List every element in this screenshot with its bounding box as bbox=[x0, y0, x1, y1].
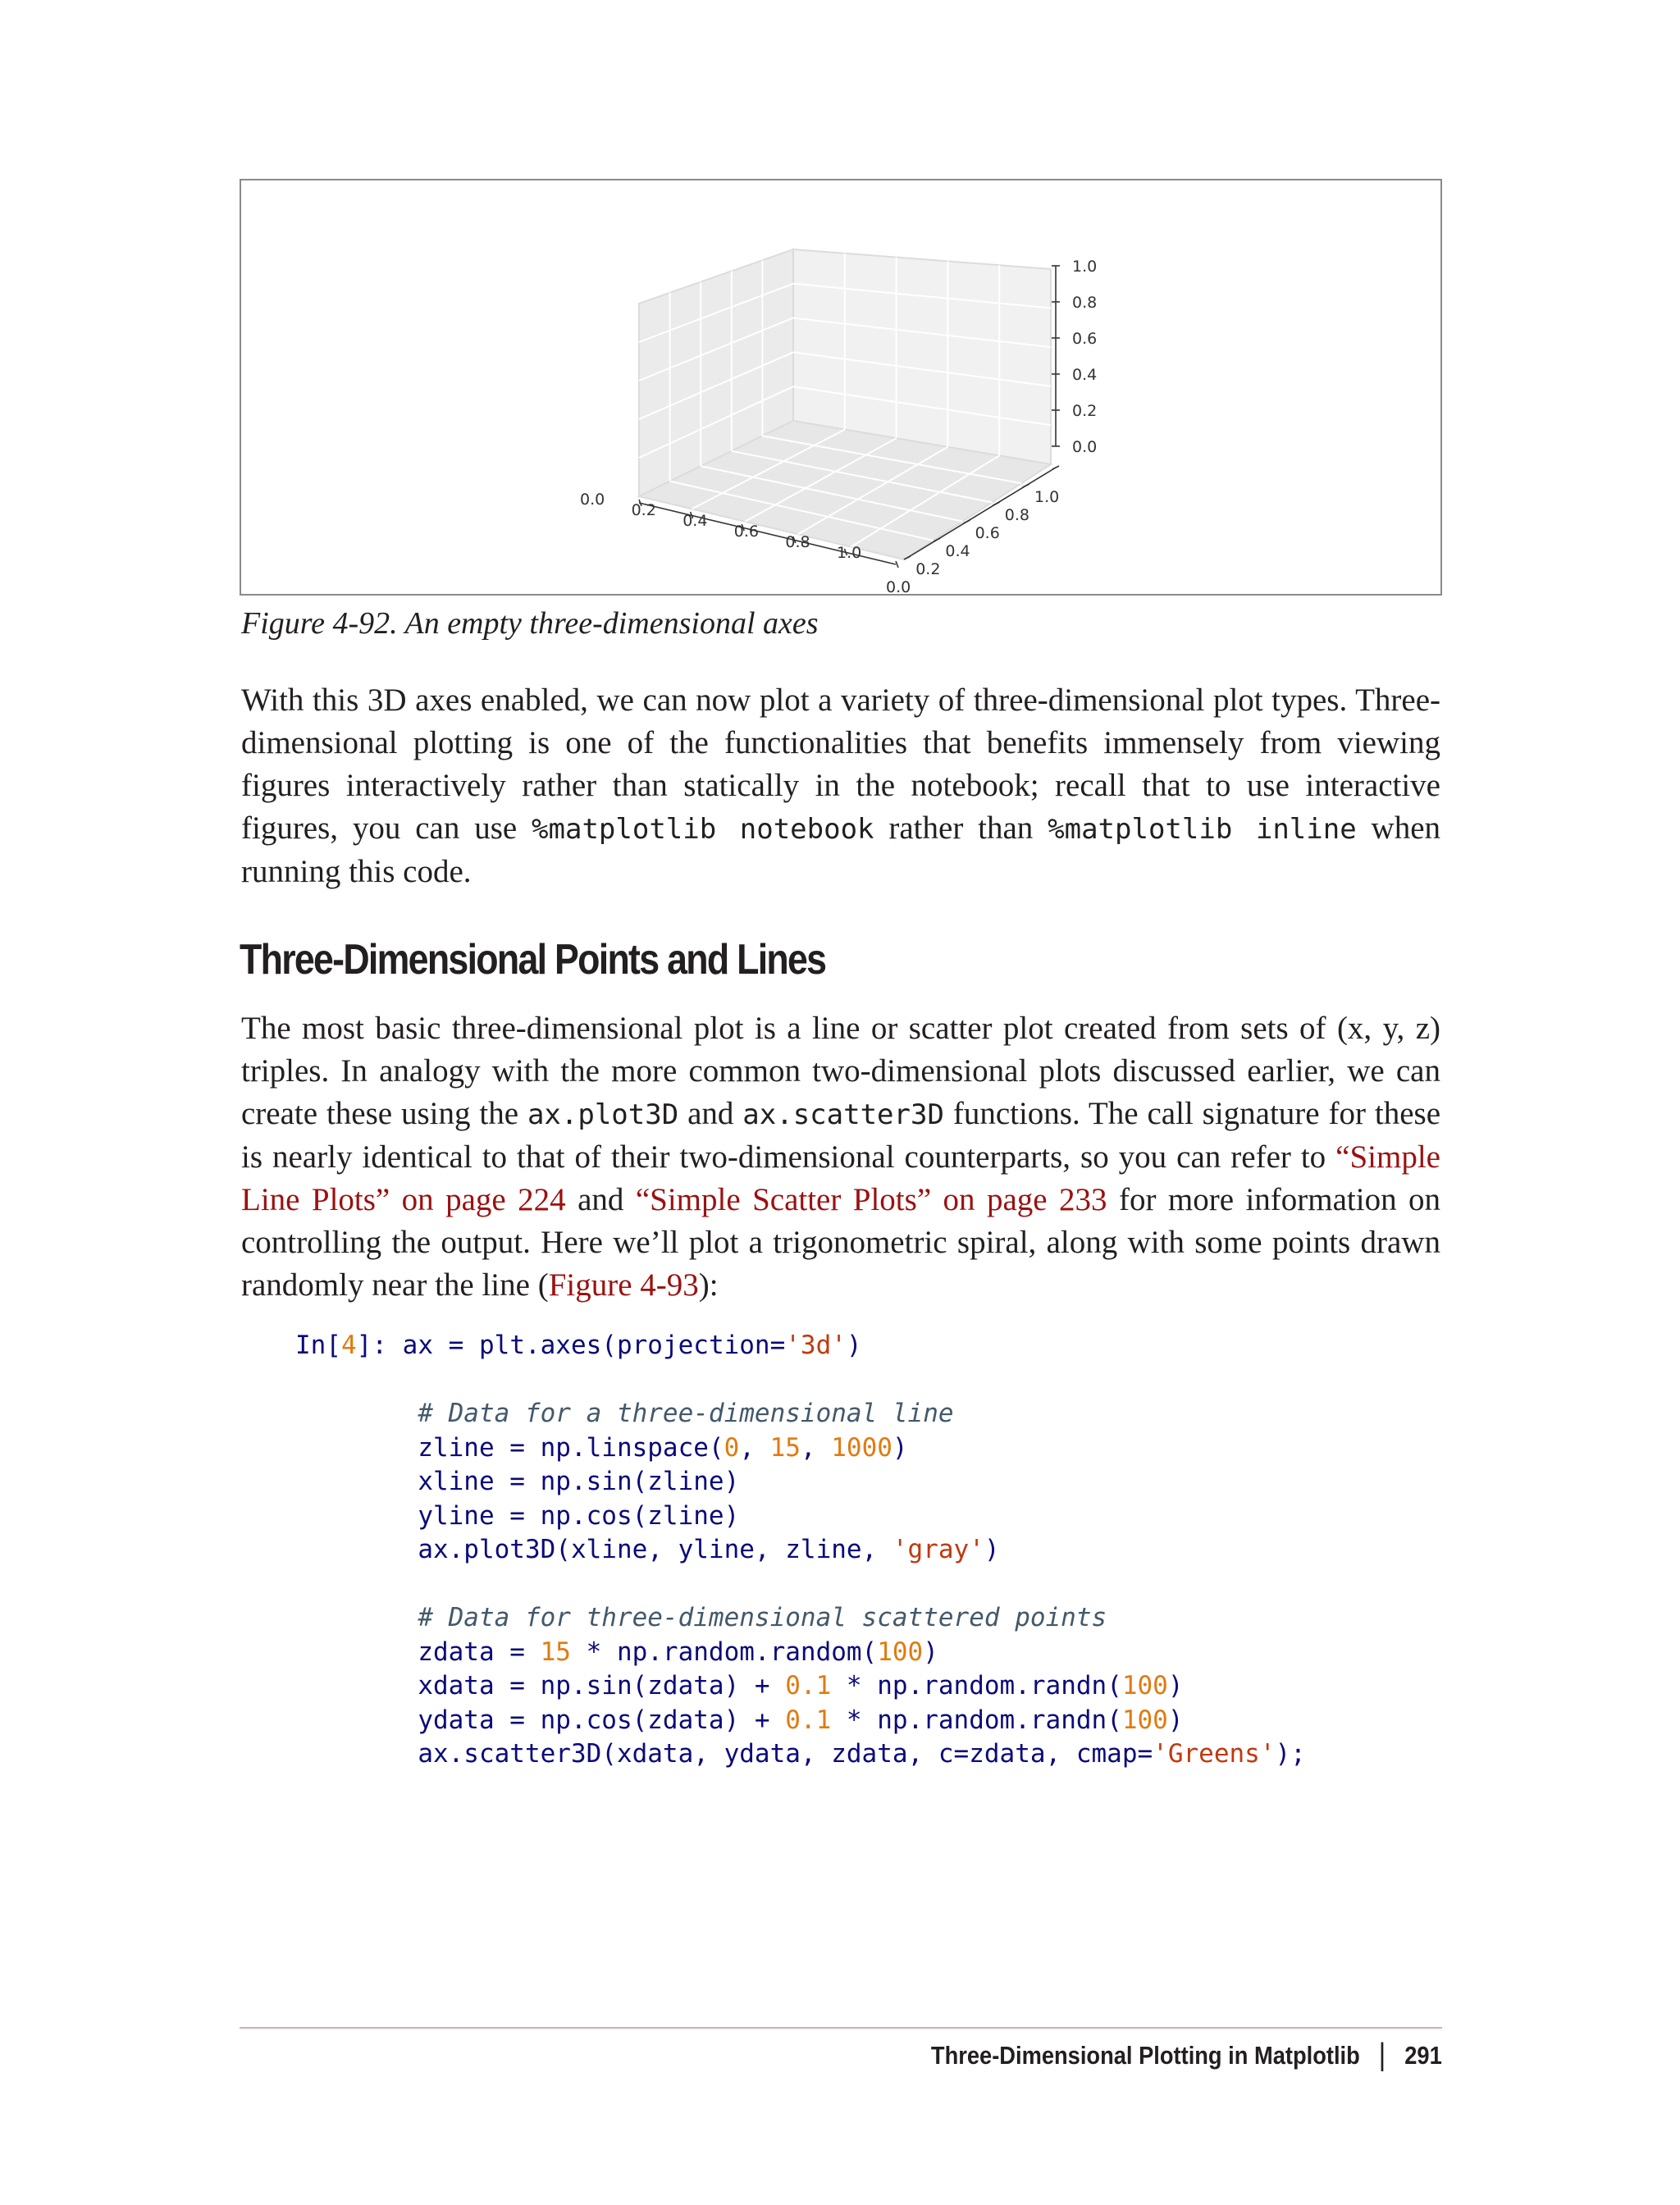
code-line-8 bbox=[418, 1705, 1183, 1735]
inline-code-scatter3d: ax.scatter3D bbox=[742, 1098, 944, 1131]
para2-text-1: The most basic three-dimensional plot is a line or scatter plot created from sets of (x, y, z) triples. In analogy with the more common two-dimensional plots discussed earlier, we can create these using the bbox=[241, 1011, 1440, 1131]
x-tick-mark bbox=[896, 561, 898, 568]
y-tick-label: 0.0 bbox=[886, 578, 911, 594]
code-line-6-n2: 100 bbox=[877, 1637, 924, 1667]
z-tick-label: 1.0 bbox=[1072, 258, 1098, 276]
y-tick-mark bbox=[993, 502, 1000, 505]
inline-code-notebook: %matplotlib notebook bbox=[532, 813, 874, 846]
link-simple-line-plots[interactable]: “Simple Line Plots” on page 224 bbox=[241, 1139, 1440, 1217]
x-tick-label: 0.6 bbox=[733, 523, 760, 541]
code-line-7-n1: 0.1 bbox=[785, 1671, 832, 1701]
prompt-number: 4 bbox=[341, 1331, 357, 1360]
code-line-6-n1: 15 bbox=[540, 1637, 571, 1667]
code-line-2-n2: 15 bbox=[769, 1432, 801, 1463]
x-tick-label: 1.0 bbox=[837, 544, 862, 562]
code-line-9-string: 'Greens' bbox=[1153, 1739, 1276, 1769]
code-line-5-b: ) bbox=[984, 1535, 1000, 1564]
footer-separator: | bbox=[1378, 2038, 1386, 2072]
prompt-close: ]: bbox=[356, 1331, 403, 1360]
page-footer bbox=[931, 2038, 1442, 2073]
x-tick-label: 0.4 bbox=[682, 512, 708, 530]
para2-text-5: for more information on controlling the output. Here we’ll plot a trigonometric spiral, along with some points drawn randomly near the line ( bbox=[241, 1182, 1440, 1303]
x-tick-label: 0.8 bbox=[785, 533, 810, 551]
link-figure-4-93[interactable]: Figure 4-93 bbox=[548, 1267, 699, 1303]
y-tick-mark bbox=[1023, 484, 1029, 487]
code-line-7-a: xdata = np.sin(zdata) + bbox=[418, 1671, 786, 1701]
code-line-8-c: ) bbox=[1167, 1705, 1184, 1735]
code-comment-2: # Data for three-dimensional scattered points bbox=[418, 1603, 1107, 1632]
code-line-1 bbox=[403, 1331, 862, 1360]
y-tick-mark bbox=[1052, 466, 1059, 469]
prompt-in: In[ bbox=[295, 1331, 341, 1360]
code-line-1-string: '3d' bbox=[785, 1331, 847, 1360]
code-line-5 bbox=[418, 1535, 999, 1564]
code-line-9-a: ax.scatter3D(xdata, ydata, zdata, c=zdata, cmap= bbox=[418, 1739, 1153, 1769]
paragraph-points-lines bbox=[241, 1007, 1440, 1307]
page-number: 291 bbox=[1404, 2040, 1442, 2070]
code-line-7-b: * np.random.randn( bbox=[831, 1671, 1122, 1701]
z-tick-label: 0.0 bbox=[1072, 438, 1098, 456]
y-tick-label: 0.6 bbox=[975, 524, 1000, 542]
code-line-8-n2: 100 bbox=[1121, 1705, 1168, 1735]
footer-section-title: Three-Dimensional Plotting in Matplotlib bbox=[931, 2040, 1361, 2070]
inline-code-plot3d: ax.plot3D bbox=[527, 1098, 679, 1131]
para1-text-2: rather than bbox=[874, 810, 1048, 846]
para2-text-3: functions. The call signature for these is nearly identical to that of their two-dimensional counterparts, so you can refer to bbox=[241, 1096, 1440, 1175]
para2-text-6: ): bbox=[698, 1267, 719, 1303]
code-line-9-b: ); bbox=[1275, 1739, 1306, 1769]
code-line-8-a: ydata = np.cos(zdata) + bbox=[418, 1705, 786, 1735]
code-line-9 bbox=[418, 1739, 1306, 1769]
z-tick-label: 0.2 bbox=[1072, 402, 1098, 420]
para2-text-2: and bbox=[678, 1096, 743, 1131]
code-block bbox=[295, 1329, 1306, 1772]
code-line-2 bbox=[418, 1433, 907, 1463]
code-line-6-a: zdata = bbox=[418, 1637, 541, 1667]
code-line-8-b: * np.random.randn( bbox=[831, 1705, 1122, 1735]
code-comment-1: # Data for a three-dimensional line bbox=[418, 1399, 954, 1428]
code-line-2-n3: 1000 bbox=[831, 1432, 892, 1463]
code-line-2-n1: 0 bbox=[724, 1432, 740, 1463]
para1-text-3: when running this code. bbox=[241, 810, 1441, 889]
code-line-2-d: ) bbox=[892, 1432, 908, 1463]
inline-code-inline: %matplotlib inline bbox=[1048, 813, 1357, 846]
code-prompt bbox=[295, 1331, 403, 1360]
code-line-6-b: * np.random.random( bbox=[570, 1637, 878, 1667]
section-heading: Three-Dimensional Points and Lines bbox=[240, 936, 826, 984]
code-line-5-a: ax.plot3D(xline, yline, zline, bbox=[418, 1535, 892, 1564]
code-line-2-b: , bbox=[739, 1432, 770, 1463]
code-line-8-n1: 0.1 bbox=[785, 1705, 832, 1735]
y-tick-label: 1.0 bbox=[1034, 488, 1060, 506]
code-line-3: xline = np.sin(zline) bbox=[418, 1467, 740, 1496]
code-line-5-string: 'gray' bbox=[892, 1535, 984, 1564]
code-line-6 bbox=[418, 1637, 938, 1667]
code-line-7 bbox=[418, 1671, 1183, 1701]
y-tick-label: 0.2 bbox=[915, 560, 941, 578]
z-tick-label: 0.6 bbox=[1072, 330, 1098, 348]
para2-text-4: and bbox=[565, 1182, 636, 1217]
code-line-1-a: ax = plt.axes(projection= bbox=[402, 1331, 786, 1360]
y-tick-label: 0.4 bbox=[945, 542, 970, 560]
y-tick-label: 0.8 bbox=[1004, 506, 1030, 524]
code-line-4: yline = np.cos(zline) bbox=[418, 1500, 740, 1531]
figure-3d-axes bbox=[240, 179, 1442, 596]
z-tick-label: 0.4 bbox=[1072, 366, 1098, 384]
z-tick-label: 0.8 bbox=[1072, 294, 1098, 312]
code-line-6-c: ) bbox=[923, 1637, 938, 1667]
code-line-1-b: ) bbox=[846, 1331, 862, 1360]
x-tick-label: 0.2 bbox=[631, 501, 656, 519]
paragraph-intro bbox=[241, 679, 1440, 893]
link-simple-scatter-plots[interactable]: “Simple Scatter Plots” on page 233 bbox=[635, 1182, 1107, 1217]
code-line-2-c: , bbox=[800, 1432, 832, 1463]
code-line-2-a: zline = np.linspace( bbox=[418, 1432, 724, 1463]
para1-text-1: With this 3D axes enabled, we can now plot a variety of three-dimensional plot types. Three-dimensional plotting is one of the functionalities that benefits immensely from viewing figures interactively rather than statically in the notebook; recall that to use interactive figures, you can use bbox=[241, 682, 1440, 846]
figure-caption: Figure 4-92. An empty three-dimensional axes bbox=[241, 606, 819, 641]
code-line-7-n2: 100 bbox=[1121, 1671, 1168, 1701]
code-line-7-c: ) bbox=[1167, 1671, 1184, 1701]
footer-rule bbox=[240, 2027, 1442, 2029]
x-tick-label: 0.0 bbox=[580, 491, 605, 509]
empty-3d-axes-plot bbox=[241, 180, 1440, 594]
